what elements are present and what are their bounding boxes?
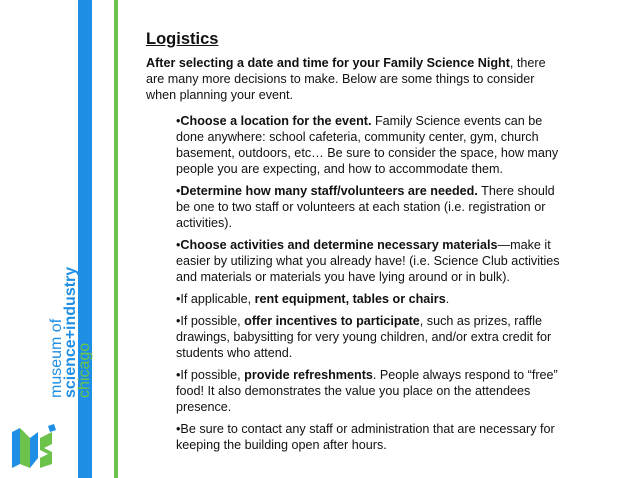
bullet-bold: offer incentives to participate — [244, 314, 420, 328]
bullet-bold: rent equipment, tables or chairs — [254, 292, 446, 306]
museum-logo-wordmark — [50, 267, 92, 398]
msi-logo-icon — [8, 424, 60, 470]
list-item — [176, 291, 566, 307]
green-accent-bar — [114, 0, 118, 478]
bullet-bold: Choose activities and determine necessary materials — [180, 238, 498, 252]
bullet-post: Family Science events can be done anywhere: school cafeteria, community center, gym, church basement, outdoors, etc… Be sure to consider the space, how many people you are expecting, and how to accommodate them. — [176, 114, 559, 176]
bullet-post: There should be one to two staff or volunteers at each station (i.e. registration or activities). — [176, 184, 555, 230]
list-item — [176, 421, 566, 453]
bullet-marker: • — [176, 368, 181, 382]
bullet-post: . — [445, 292, 450, 306]
bullet-pre: Be sure to contact any staff or administration that are necessary for keeping the building open after hours. — [176, 422, 555, 452]
bullet-pre: If possible, — [180, 314, 245, 328]
bullet-post: , such as prizes, raffle drawings, babysitting for very young children, and/or extra credit for students who attend. — [176, 314, 552, 360]
bullet-pre: If applicable, — [180, 292, 255, 306]
logistics-list — [146, 113, 566, 453]
bullet-marker: • — [176, 314, 181, 328]
bullet-marker: • — [176, 238, 181, 252]
bullet-bold: Determine how many staff/volunteers are needed. — [180, 184, 478, 198]
bullet-bold: Choose a location for the event. — [180, 114, 372, 128]
bullet-marker: • — [176, 114, 181, 128]
intro-text: , there are many more decisions to make. Below are some things to consider when planning your event. — [146, 56, 546, 102]
page-title: Logistics — [146, 30, 219, 48]
bullet-post: . People always respond to “free” food! It also demonstrates the value you place on the attendees presence. — [176, 368, 558, 414]
bullet-marker: • — [176, 184, 181, 198]
bullet-pre: If possible, — [180, 368, 245, 382]
logo-line-3: chicago — [76, 342, 93, 398]
bullet-marker: • — [176, 292, 181, 306]
list-item — [176, 183, 566, 231]
list-item — [176, 237, 566, 285]
bullet-post: —make it easier by utilizing what you already have! (i.e. Science Club activities and materials or materials you have lying around or in bulk). — [176, 238, 560, 284]
intro-paragraph — [146, 55, 566, 103]
slide-content — [146, 30, 566, 459]
logo-line-1: museum of — [48, 318, 65, 398]
blue-accent-bar — [78, 0, 92, 478]
intro-bold: After selecting a date and time for your Family Science Night — [146, 56, 510, 70]
logo-line-2: science+industry — [62, 266, 79, 398]
list-item — [176, 367, 566, 415]
list-item — [176, 313, 566, 361]
list-item — [176, 113, 566, 177]
bullet-bold: provide refreshments — [244, 368, 373, 382]
bullet-marker: • — [176, 422, 181, 436]
